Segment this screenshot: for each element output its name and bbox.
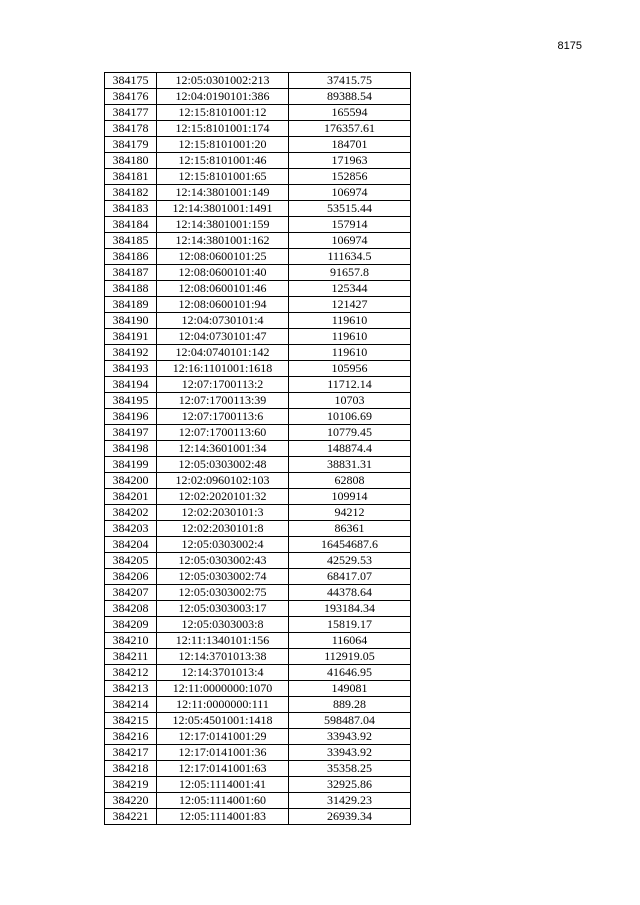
table-row bbox=[105, 265, 411, 281]
value-cell: 37415.75 bbox=[289, 73, 411, 89]
row-id-cell: 384200 bbox=[105, 473, 157, 489]
cadastral-number-cell: 12:08:0600101:46 bbox=[157, 281, 289, 297]
value-cell: 106974 bbox=[289, 233, 411, 249]
value-cell: 89388.54 bbox=[289, 89, 411, 105]
cadastral-number-cell: 12:05:1114001:83 bbox=[157, 809, 289, 825]
cadastral-number-cell: 12:15:8101001:46 bbox=[157, 153, 289, 169]
value-cell: 38831.31 bbox=[289, 457, 411, 473]
row-id-cell: 384184 bbox=[105, 217, 157, 233]
table-row bbox=[105, 681, 411, 697]
table-row bbox=[105, 201, 411, 217]
data-table bbox=[104, 72, 411, 825]
table-row bbox=[105, 601, 411, 617]
table-row bbox=[105, 345, 411, 361]
cadastral-number-cell: 12:17:0141001:29 bbox=[157, 729, 289, 745]
row-id-cell: 384203 bbox=[105, 521, 157, 537]
value-cell: 10703 bbox=[289, 393, 411, 409]
row-id-cell: 384196 bbox=[105, 409, 157, 425]
value-cell: 106974 bbox=[289, 185, 411, 201]
cadastral-number-cell: 12:05:0301002:213 bbox=[157, 73, 289, 89]
value-cell: 11712.14 bbox=[289, 377, 411, 393]
value-cell: 152856 bbox=[289, 169, 411, 185]
value-cell: 94212 bbox=[289, 505, 411, 521]
table-row bbox=[105, 185, 411, 201]
cadastral-number-cell: 12:08:0600101:94 bbox=[157, 297, 289, 313]
value-cell: 165594 bbox=[289, 105, 411, 121]
row-id-cell: 384209 bbox=[105, 617, 157, 633]
cadastral-number-cell: 12:07:1700113:39 bbox=[157, 393, 289, 409]
value-cell: 35358.25 bbox=[289, 761, 411, 777]
table-row bbox=[105, 489, 411, 505]
row-id-cell: 384214 bbox=[105, 697, 157, 713]
value-cell: 112919.05 bbox=[289, 649, 411, 665]
cadastral-number-cell: 12:11:1340101:156 bbox=[157, 633, 289, 649]
value-cell: 111634.5 bbox=[289, 249, 411, 265]
cadastral-number-cell: 12:14:3801001:159 bbox=[157, 217, 289, 233]
cadastral-number-cell: 12:14:3701013:38 bbox=[157, 649, 289, 665]
table-row bbox=[105, 729, 411, 745]
table-row bbox=[105, 537, 411, 553]
table-row bbox=[105, 713, 411, 729]
row-id-cell: 384213 bbox=[105, 681, 157, 697]
row-id-cell: 384201 bbox=[105, 489, 157, 505]
value-cell: 171963 bbox=[289, 153, 411, 169]
row-id-cell: 384189 bbox=[105, 297, 157, 313]
cadastral-number-cell: 12:15:8101001:65 bbox=[157, 169, 289, 185]
table-row bbox=[105, 281, 411, 297]
table-row bbox=[105, 617, 411, 633]
value-cell: 33943.92 bbox=[289, 729, 411, 745]
value-cell: 91657.8 bbox=[289, 265, 411, 281]
value-cell: 116064 bbox=[289, 633, 411, 649]
value-cell: 44378.64 bbox=[289, 585, 411, 601]
value-cell: 121427 bbox=[289, 297, 411, 313]
cadastral-number-cell: 12:14:3701013:4 bbox=[157, 665, 289, 681]
cadastral-number-cell: 12:08:0600101:25 bbox=[157, 249, 289, 265]
table-row bbox=[105, 217, 411, 233]
table-row bbox=[105, 361, 411, 377]
table-row bbox=[105, 777, 411, 793]
row-id-cell: 384220 bbox=[105, 793, 157, 809]
row-id-cell: 384177 bbox=[105, 105, 157, 121]
row-id-cell: 384198 bbox=[105, 441, 157, 457]
value-cell: 53515.44 bbox=[289, 201, 411, 217]
row-id-cell: 384182 bbox=[105, 185, 157, 201]
row-id-cell: 384194 bbox=[105, 377, 157, 393]
table-row bbox=[105, 329, 411, 345]
row-id-cell: 384187 bbox=[105, 265, 157, 281]
row-id-cell: 384217 bbox=[105, 745, 157, 761]
table-row bbox=[105, 457, 411, 473]
row-id-cell: 384185 bbox=[105, 233, 157, 249]
cadastral-number-cell: 12:16:1101001:1618 bbox=[157, 361, 289, 377]
table-row bbox=[105, 313, 411, 329]
cadastral-number-cell: 12:15:8101001:20 bbox=[157, 137, 289, 153]
value-cell: 184701 bbox=[289, 137, 411, 153]
row-id-cell: 384221 bbox=[105, 809, 157, 825]
value-cell: 42529.53 bbox=[289, 553, 411, 569]
table-row bbox=[105, 153, 411, 169]
page-number: 8175 bbox=[557, 40, 582, 52]
value-cell: 119610 bbox=[289, 345, 411, 361]
table-row bbox=[105, 409, 411, 425]
table-row bbox=[105, 761, 411, 777]
cadastral-number-cell: 12:17:0141001:36 bbox=[157, 745, 289, 761]
value-cell: 33943.92 bbox=[289, 745, 411, 761]
value-cell: 26939.34 bbox=[289, 809, 411, 825]
table-row bbox=[105, 425, 411, 441]
cadastral-number-cell: 12:15:8101001:174 bbox=[157, 121, 289, 137]
cadastral-number-cell: 12:05:0303002:4 bbox=[157, 537, 289, 553]
cadastral-number-cell: 12:05:0303003:17 bbox=[157, 601, 289, 617]
cadastral-number-cell: 12:02:2030101:8 bbox=[157, 521, 289, 537]
cadastral-number-cell: 12:07:1700113:2 bbox=[157, 377, 289, 393]
row-id-cell: 384178 bbox=[105, 121, 157, 137]
value-cell: 10779.45 bbox=[289, 425, 411, 441]
value-cell: 148874.4 bbox=[289, 441, 411, 457]
cadastral-number-cell: 12:14:3601001:34 bbox=[157, 441, 289, 457]
value-cell: 176357.61 bbox=[289, 121, 411, 137]
value-cell: 149081 bbox=[289, 681, 411, 697]
row-id-cell: 384206 bbox=[105, 569, 157, 585]
cadastral-number-cell: 12:05:0303002:43 bbox=[157, 553, 289, 569]
table-row bbox=[105, 105, 411, 121]
value-cell: 62808 bbox=[289, 473, 411, 489]
table-row bbox=[105, 585, 411, 601]
value-cell: 41646.95 bbox=[289, 665, 411, 681]
row-id-cell: 384204 bbox=[105, 537, 157, 553]
cadastral-number-cell: 12:05:4501001:1418 bbox=[157, 713, 289, 729]
value-cell: 86361 bbox=[289, 521, 411, 537]
table-row bbox=[105, 633, 411, 649]
value-cell: 15819.17 bbox=[289, 617, 411, 633]
table-row bbox=[105, 665, 411, 681]
cadastral-number-cell: 12:02:0960102:103 bbox=[157, 473, 289, 489]
row-id-cell: 384199 bbox=[105, 457, 157, 473]
value-cell: 105956 bbox=[289, 361, 411, 377]
row-id-cell: 384188 bbox=[105, 281, 157, 297]
cadastral-number-cell: 12:04:0730101:47 bbox=[157, 329, 289, 345]
row-id-cell: 384207 bbox=[105, 585, 157, 601]
table-row bbox=[105, 521, 411, 537]
value-cell: 125344 bbox=[289, 281, 411, 297]
value-cell: 10106.69 bbox=[289, 409, 411, 425]
table-row bbox=[105, 697, 411, 713]
row-id-cell: 384211 bbox=[105, 649, 157, 665]
cadastral-number-cell: 12:05:0303003:8 bbox=[157, 617, 289, 633]
row-id-cell: 384215 bbox=[105, 713, 157, 729]
row-id-cell: 384190 bbox=[105, 313, 157, 329]
row-id-cell: 384186 bbox=[105, 249, 157, 265]
cadastral-number-cell: 12:14:3801001:162 bbox=[157, 233, 289, 249]
table-row bbox=[105, 553, 411, 569]
cadastral-number-cell: 12:15:8101001:12 bbox=[157, 105, 289, 121]
value-cell: 157914 bbox=[289, 217, 411, 233]
cadastral-number-cell: 12:05:1114001:41 bbox=[157, 777, 289, 793]
table-row bbox=[105, 137, 411, 153]
row-id-cell: 384210 bbox=[105, 633, 157, 649]
cadastral-number-cell: 12:14:3801001:149 bbox=[157, 185, 289, 201]
cadastral-number-cell: 12:04:0730101:4 bbox=[157, 313, 289, 329]
cadastral-number-cell: 12:02:2020101:32 bbox=[157, 489, 289, 505]
value-cell: 31429.23 bbox=[289, 793, 411, 809]
table-row bbox=[105, 377, 411, 393]
table-row bbox=[105, 233, 411, 249]
cadastral-number-cell: 12:08:0600101:40 bbox=[157, 265, 289, 281]
table-row bbox=[105, 169, 411, 185]
table-row bbox=[105, 73, 411, 89]
value-cell: 16454687.6 bbox=[289, 537, 411, 553]
table-row bbox=[105, 505, 411, 521]
cadastral-number-cell: 12:11:0000000:1070 bbox=[157, 681, 289, 697]
cadastral-number-cell: 12:07:1700113:60 bbox=[157, 425, 289, 441]
cadastral-number-cell: 12:05:0303002:75 bbox=[157, 585, 289, 601]
row-id-cell: 384192 bbox=[105, 345, 157, 361]
cadastral-number-cell: 12:17:0141001:63 bbox=[157, 761, 289, 777]
value-cell: 193184.34 bbox=[289, 601, 411, 617]
row-id-cell: 384216 bbox=[105, 729, 157, 745]
cadastral-number-cell: 12:05:0303002:48 bbox=[157, 457, 289, 473]
value-cell: 68417.07 bbox=[289, 569, 411, 585]
row-id-cell: 384202 bbox=[105, 505, 157, 521]
table-row bbox=[105, 745, 411, 761]
cadastral-number-cell: 12:02:2030101:3 bbox=[157, 505, 289, 521]
cadastral-number-cell: 12:11:0000000:111 bbox=[157, 697, 289, 713]
row-id-cell: 384208 bbox=[105, 601, 157, 617]
table-row bbox=[105, 297, 411, 313]
value-cell: 889.28 bbox=[289, 697, 411, 713]
table-body bbox=[105, 73, 411, 825]
row-id-cell: 384195 bbox=[105, 393, 157, 409]
table-row bbox=[105, 809, 411, 825]
table-row bbox=[105, 649, 411, 665]
cadastral-number-cell: 12:04:0740101:142 bbox=[157, 345, 289, 361]
cadastral-number-cell: 12:07:1700113:6 bbox=[157, 409, 289, 425]
cadastral-number-cell: 12:05:0303002:74 bbox=[157, 569, 289, 585]
table-row bbox=[105, 441, 411, 457]
row-id-cell: 384193 bbox=[105, 361, 157, 377]
value-cell: 109914 bbox=[289, 489, 411, 505]
cadastral-number-cell: 12:14:3801001:1491 bbox=[157, 201, 289, 217]
value-cell: 119610 bbox=[289, 313, 411, 329]
table-row bbox=[105, 393, 411, 409]
table-row bbox=[105, 473, 411, 489]
row-id-cell: 384191 bbox=[105, 329, 157, 345]
row-id-cell: 384183 bbox=[105, 201, 157, 217]
row-id-cell: 384212 bbox=[105, 665, 157, 681]
value-cell: 598487.04 bbox=[289, 713, 411, 729]
row-id-cell: 384179 bbox=[105, 137, 157, 153]
table-row bbox=[105, 89, 411, 105]
table-row bbox=[105, 793, 411, 809]
row-id-cell: 384180 bbox=[105, 153, 157, 169]
row-id-cell: 384218 bbox=[105, 761, 157, 777]
table-row bbox=[105, 569, 411, 585]
table-row bbox=[105, 249, 411, 265]
row-id-cell: 384176 bbox=[105, 89, 157, 105]
cadastral-number-cell: 12:05:1114001:60 bbox=[157, 793, 289, 809]
cadastral-number-cell: 12:04:0190101:386 bbox=[157, 89, 289, 105]
value-cell: 119610 bbox=[289, 329, 411, 345]
value-cell: 32925.86 bbox=[289, 777, 411, 793]
row-id-cell: 384181 bbox=[105, 169, 157, 185]
row-id-cell: 384219 bbox=[105, 777, 157, 793]
table-row bbox=[105, 121, 411, 137]
row-id-cell: 384205 bbox=[105, 553, 157, 569]
row-id-cell: 384197 bbox=[105, 425, 157, 441]
row-id-cell: 384175 bbox=[105, 73, 157, 89]
